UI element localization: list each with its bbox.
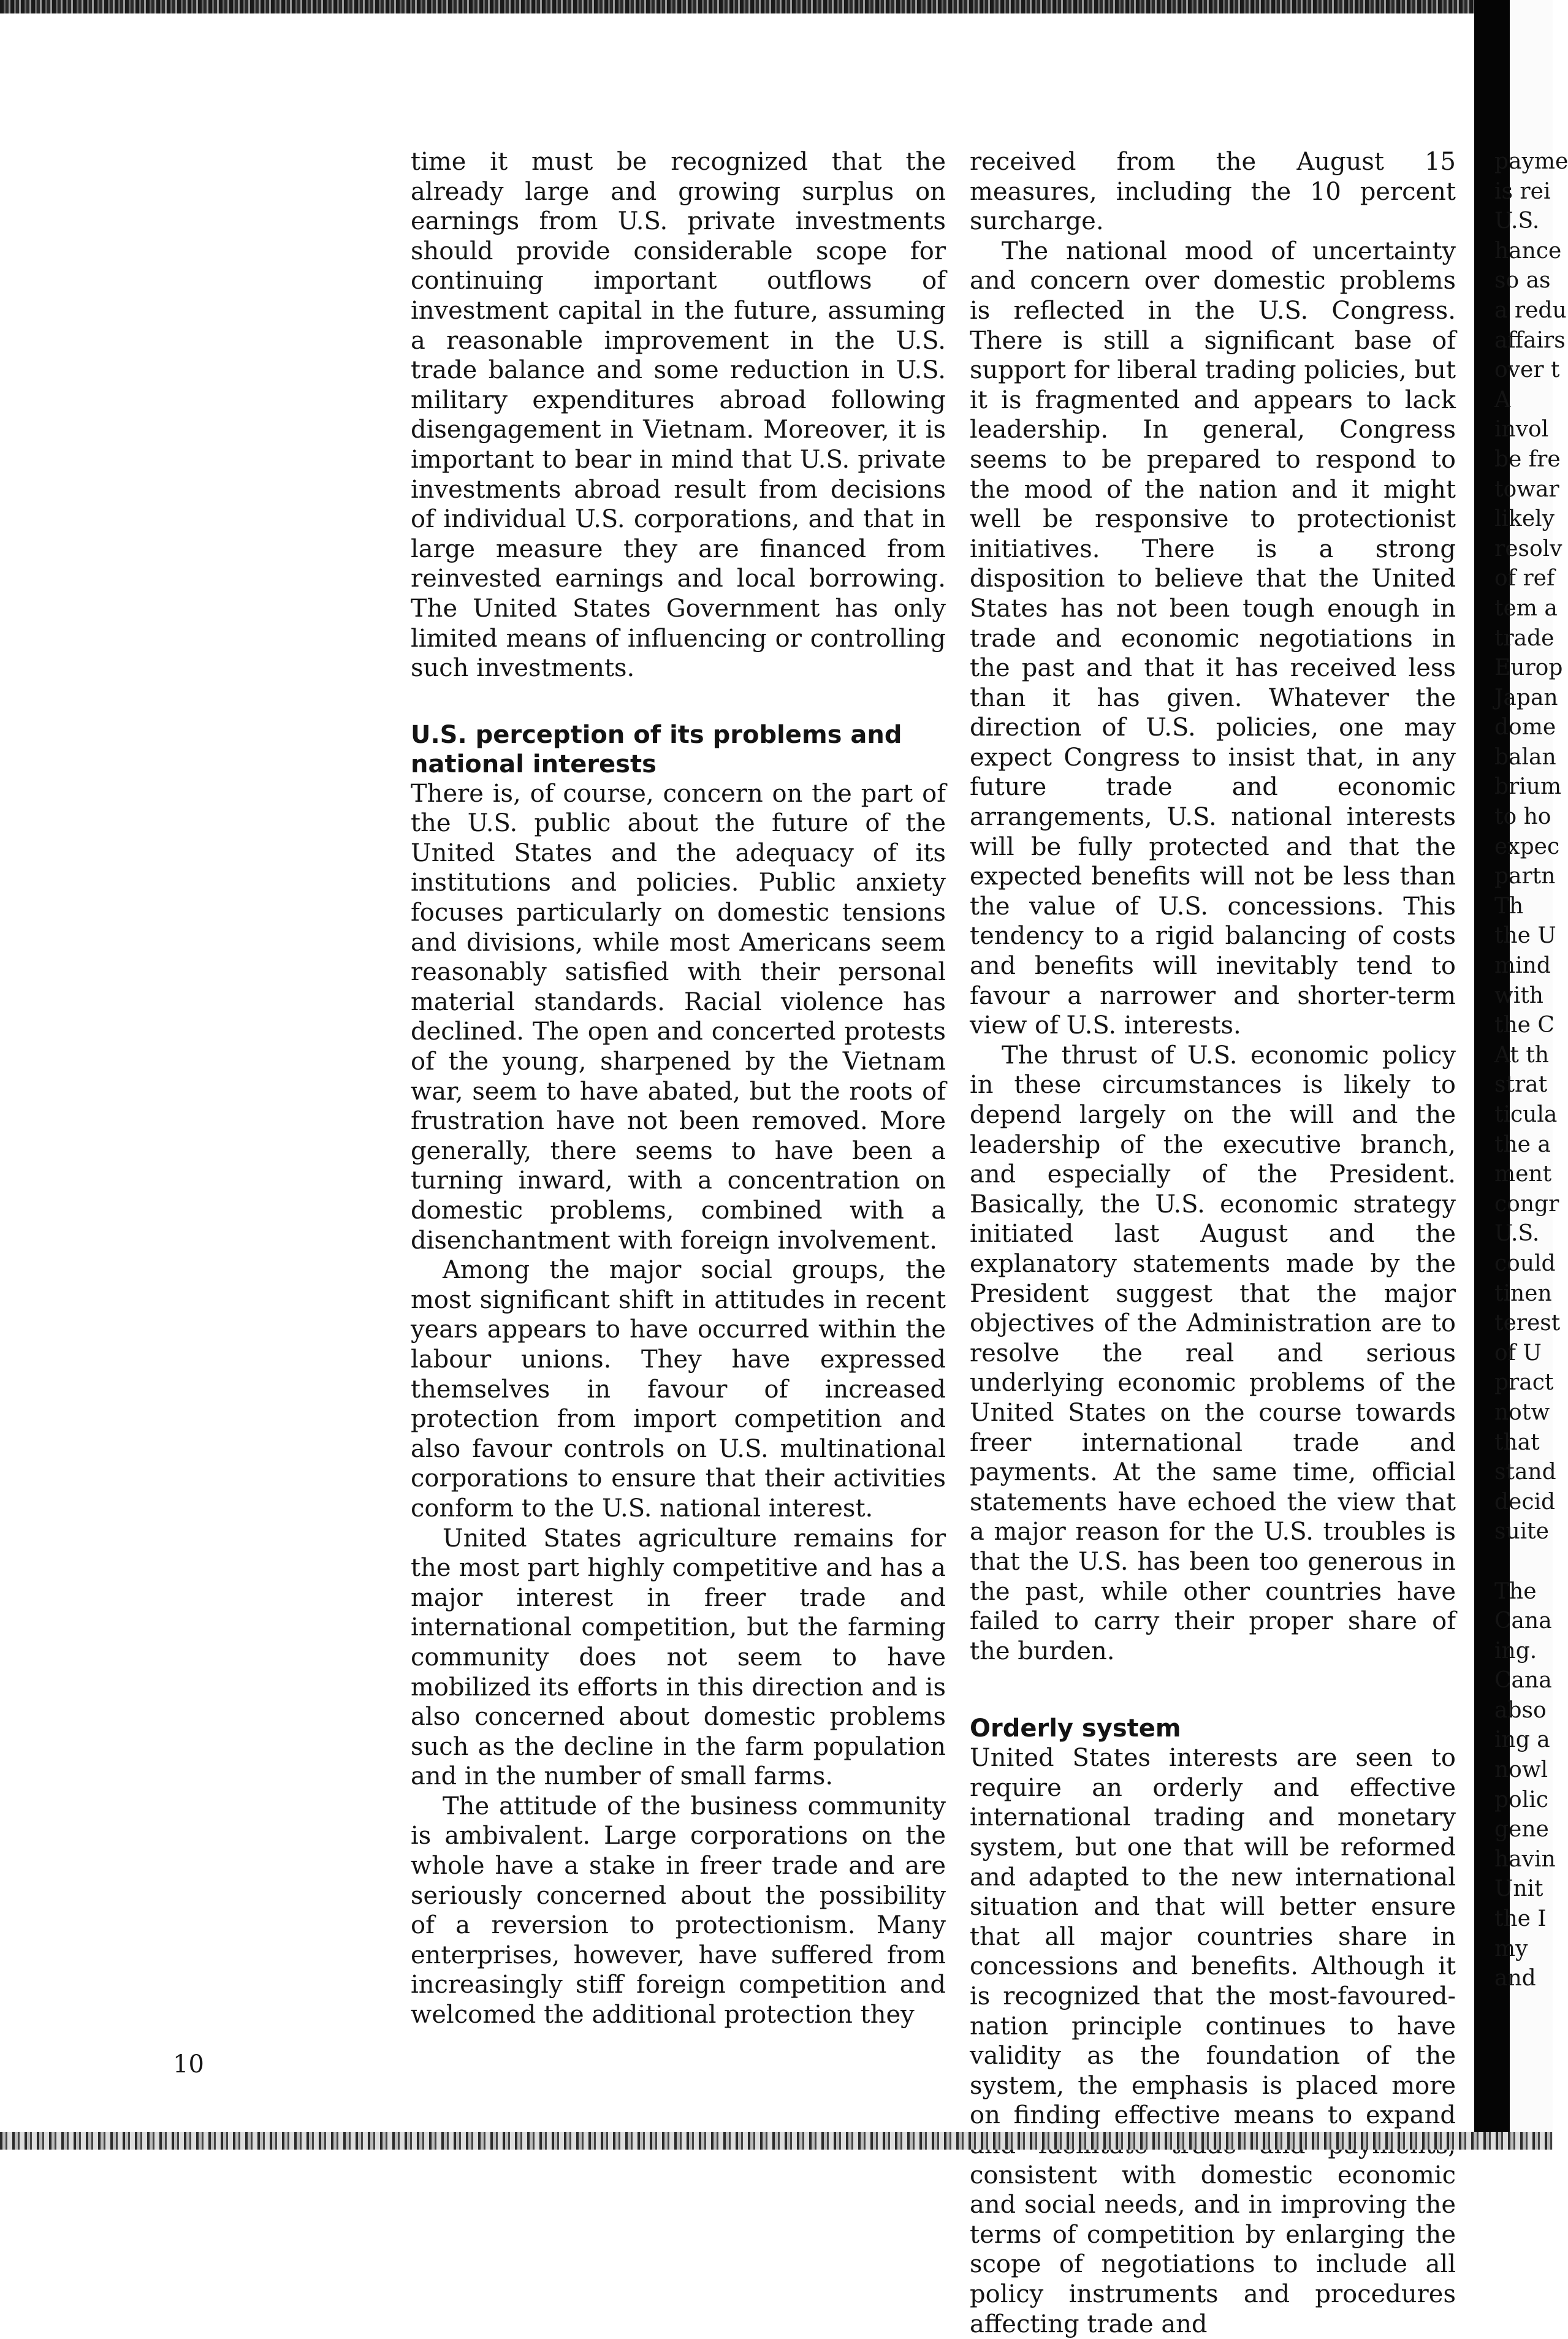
cut-off-line-fragment: partn <box>1494 864 1556 889</box>
text-column-middle <box>970 147 1456 2339</box>
cut-off-line-fragment: over t <box>1494 357 1560 383</box>
cut-off-line-fragment: suite <box>1494 1519 1549 1545</box>
cut-off-line-fragment: towar <box>1494 476 1559 502</box>
cut-off-line-fragment: the I <box>1494 1906 1547 1932</box>
page-number: 10 <box>173 2050 204 2078</box>
cut-off-line-fragment: the U <box>1494 923 1556 949</box>
cut-off-line-fragment: Japan <box>1494 685 1558 710</box>
cut-off-line-fragment: and <box>1494 1966 1536 1991</box>
cut-off-line-fragment <box>1494 1547 1547 1577</box>
cut-off-line-fragment: invol <box>1494 417 1549 443</box>
text-column-left <box>411 147 946 2030</box>
cut-off-line-fragment: A <box>1494 387 1510 413</box>
cut-off-line-fragment: Europ <box>1494 655 1563 681</box>
cut-off-line-fragment: brium <box>1494 774 1562 800</box>
cut-off-line-fragment: terest <box>1494 1310 1561 1336</box>
cut-off-line-fragment: decid <box>1494 1489 1556 1515</box>
cut-off-line-fragment: the C <box>1494 1013 1555 1038</box>
section-heading: U.S. perception of its problems and national interests <box>411 720 902 778</box>
cut-off-line-fragment: likely <box>1494 506 1555 532</box>
cut-off-line-fragment: of ref <box>1494 566 1555 591</box>
paragraph: United States interests are seen to require an orderly and effective international trading and monetary system, but one that will be reformed and adapted to the new international situation and that will better ensure that all major countries share in concessions and benefits. Although it is recognized that the most-favoured-nation principle continues to have validity as the foundation of the system, the emphasis is placed more on finding effective means to expand consistent with domestic economic and social needs, and in improving the terms of competition by enlarging the scope of negotiations to include all policy instruments and procedures affecting trade and <box>970 1744 1456 2338</box>
cut-off-line-fragment: ing. <box>1494 1638 1537 1664</box>
cut-off-line-fragment: U.S. <box>1494 1221 1540 1247</box>
paragraph: time it must be recognized that the already large and growing surplus on earnings from U.S. private investments should provide considerable scope for continuing important outflows of investment capital in the future, assuming a reasonable improvement in the U.S. trade balance and some reduction in U.S. military expenditures abroad following disengagement in Vietnam. Moreover, it is important to bear in mind that U.S. private investments abroad result from decisions of individual U.S. corporations, and that in large measure they are financed from reinvested earnings and local borrowing. The United States Government has only limited means of influencing or controlling such investments. <box>411 148 946 683</box>
paragraph: received from the August 15 measures, including the 10 percent surcharge. <box>970 148 1456 236</box>
cut-off-line-fragment: U.S. <box>1494 208 1540 234</box>
cut-off-line-fragment: ticula <box>1494 1102 1558 1127</box>
cut-off-line-fragment: is rei <box>1494 178 1551 204</box>
cut-off-line-fragment: with <box>1494 983 1543 1008</box>
cut-off-line-fragment: havin <box>1494 1846 1556 1872</box>
text-column-cut-off <box>1494 147 1568 1994</box>
cut-off-line-fragment: Unit <box>1494 1876 1543 1902</box>
cut-off-line-fragment: dome <box>1494 715 1556 740</box>
cut-off-line-fragment: mind <box>1494 953 1551 979</box>
cut-off-line-fragment: Cana <box>1494 1668 1552 1694</box>
scan-top-edge <box>0 0 1553 13</box>
cut-off-line-fragment: trade <box>1494 625 1555 651</box>
cut-off-line-fragment: nowl <box>1494 1757 1548 1783</box>
section-heading: Orderly system <box>970 1714 1181 1743</box>
cut-off-line-fragment: could <box>1494 1250 1556 1276</box>
cut-off-line-fragment: polic <box>1494 1787 1548 1812</box>
cut-off-line-fragment: notw <box>1494 1399 1550 1425</box>
cut-off-line-fragment: hance <box>1494 238 1562 264</box>
cut-off-line-fragment: abso <box>1494 1697 1547 1723</box>
paragraph: United States agriculture remains for the most part highly competitive and has a major interest in freer trade and international competition, but the farming community does not seem to have mobilized its efforts in this direction and is also concerned about domestic problems such as the decline in the farm population and in the number of small farms. <box>411 1524 946 1791</box>
paragraph: The attitude of the business community is ambivalent. Large corporations on the whole have a stake in freer trade and are seriously concerned about the possibility of a reversion to protectionism. Many enterprises, however, have suffered from increasingly stiff foreign competition and welcomed the additional protection they <box>411 1792 946 2029</box>
cut-off-line-fragment: a redu <box>1494 297 1567 323</box>
paragraph: There is, of course, concern on the part of the U.S. public about the future of the United States and the adequacy of its institutions and policies. Public anxiety focuses particularly on domestic tensions and divisions, while most Americans seem reasonably satisfied with their personal material standards. Racial violence has declined. The open and concerted protests of the young, sharpened by the Vietnam war, seem to have abated, but the roots of frustration have not been removed. More generally, there seems to have been a turning inward, with a concentration on domestic problems, combined with a disenchantment with foreign involvement. <box>411 779 946 1255</box>
scan-bottom-edge <box>0 2132 1553 2150</box>
cut-off-line-fragment: so as <box>1494 268 1551 294</box>
cut-off-line-fragment: The <box>1494 1578 1537 1604</box>
cut-off-line-fragment: resolv <box>1494 536 1562 561</box>
cut-off-line-fragment: ment <box>1494 1162 1552 1187</box>
cut-off-line-fragment: gene <box>1494 1817 1549 1843</box>
cut-off-line-fragment: payme <box>1494 149 1568 174</box>
paragraph: The thrust of U.S. economic policy in these circumstances is likely to depend largely on the will and the leadership of the executive branch, and especially of the President. Basically, the U.S. economic strategy initiated last August and the explanatory statements made by the President suggest that the major objectives of the Administration are to resolve the real and serious underlying economic problems of the United States on the course towards freer international trade and payments. At the same time, official statements have echoed the view that a major reason for the U.S. troubles is that the U.S. has been too generous in the past, while other countries have failed to carry their proper share of the burden. <box>970 1041 1456 1665</box>
cut-off-line-fragment: At th <box>1494 1042 1549 1068</box>
cut-off-line-fragment: expec <box>1494 834 1560 859</box>
cut-off-line-fragment: pract <box>1494 1370 1554 1396</box>
cut-off-line-fragment: be fre <box>1494 446 1561 472</box>
cut-off-line-fragment: strat <box>1494 1072 1548 1098</box>
paragraph: Among the major social groups, the most significant shift in attitudes in recent years appears to have occurred within the labour unions. They have expressed themselves in favour of increased protection from import competition and also favour controls on U.S. multinational corporations to ensure that their activities conform to the U.S. national interest. <box>411 1256 946 1523</box>
cut-off-line-fragment: tem a <box>1494 595 1558 621</box>
cut-off-line-fragment: ing a <box>1494 1727 1550 1753</box>
cut-off-line-fragment: that <box>1494 1429 1540 1455</box>
cut-off-line-fragment: of U <box>1494 1340 1542 1366</box>
paragraph: The national mood of uncertainty and concern over domestic problems is reflected in the U.S. Congress. There is still a significant base of support for liberal trading policies, but it is fragmented and appears to lack leadership. In general, Congress seems to be prepared to respond to the mood of the nation and it might well be responsive to protectionist initiatives. There is a strong disposition to believe that the United States has not been tough enough in trade and economic negotiations in the past and that it has received less than it has given. Whatever the direction of U.S. policies, one may expect Congress to insist that, in any future trade and economic arrangements, U.S. national interests will be fully protected and that the expected benefits will not be less than the value of U.S. concessions. This tendency to a rigid balancing of costs and benefits will inevitably tend to favour a narrower and shorter-term view of U.S. interests. <box>970 237 1456 1040</box>
cut-off-line-fragment: my <box>1494 1936 1528 1961</box>
cut-off-line-fragment: to ho <box>1494 804 1551 830</box>
cut-off-line-fragment: affairs <box>1494 327 1566 353</box>
cut-off-line-fragment: the a <box>1494 1131 1551 1157</box>
cut-off-line-fragment: Th <box>1494 893 1524 919</box>
cut-off-line-fragment: tinen <box>1494 1280 1552 1306</box>
cut-off-line-fragment: congr <box>1494 1191 1559 1217</box>
cut-off-line-fragment: Cana <box>1494 1608 1552 1634</box>
cut-off-line-fragment: stand <box>1494 1459 1556 1485</box>
cut-off-line-fragment: balan <box>1494 744 1556 770</box>
